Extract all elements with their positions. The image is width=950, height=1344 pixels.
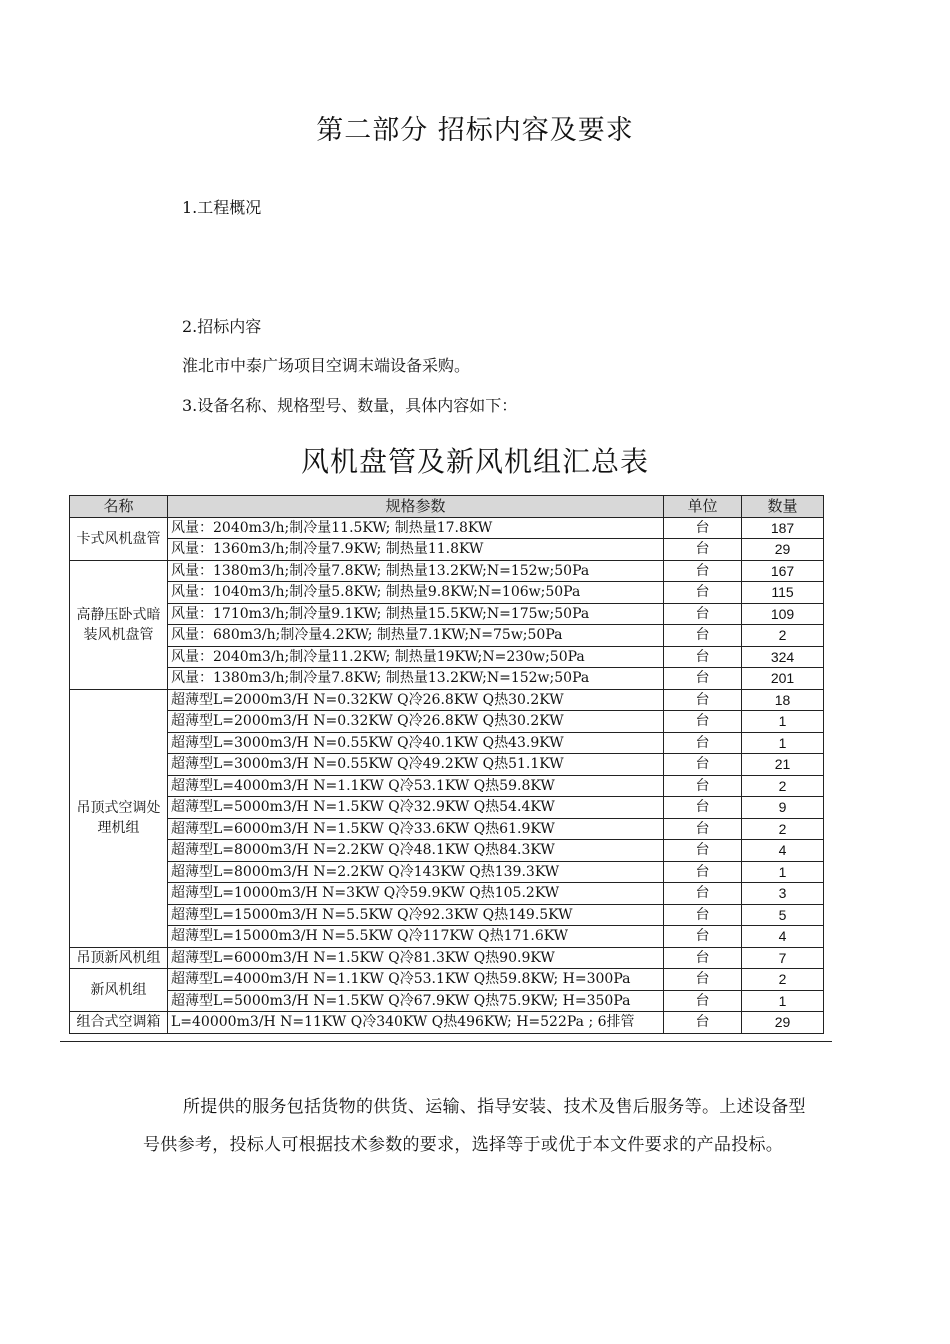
qty-cell: 115 — [742, 582, 824, 604]
spec-cell: 超薄型L=2000m3/H N=0.32KW Q冷26.8KW Q热30.2KW — [168, 711, 664, 733]
spec-cell: 超薄型L=8000m3/H N=2.2KW Q冷48.1KW Q热84.3KW — [168, 840, 664, 862]
table-row — [70, 560, 824, 582]
spec-cell: 风量：1360m3/h;制冷量7.9KW; 制热量11.8KW — [168, 539, 664, 561]
unit-cell: 台 — [664, 646, 742, 668]
table-row — [70, 1012, 824, 1034]
qty-cell: 21 — [742, 754, 824, 776]
spec-cell: 超薄型L=2000m3/H N=0.32KW Q冷26.8KW Q热30.2KW — [168, 689, 664, 711]
unit-cell: 台 — [664, 818, 742, 840]
unit-cell: 台 — [664, 625, 742, 647]
qty-cell: 2 — [742, 775, 824, 797]
table-row — [70, 754, 824, 776]
spec-cell: 超薄型L=4000m3/H N=1.1KW Q冷53.1KW Q热59.8KW; H=300Pa — [168, 969, 664, 991]
equipment-name-cell: 吊顶式空调处理机组 — [70, 689, 168, 947]
qty-cell: 5 — [742, 904, 824, 926]
spec-cell: 风量：2040m3/h;制冷量11.5KW; 制热量17.8KW — [168, 517, 664, 539]
unit-cell: 台 — [664, 990, 742, 1012]
spec-cell: 风量：2040m3/h;制冷量11.2KW; 制热量19KW;N=230w;50Pa — [168, 646, 664, 668]
unit-cell: 台 — [664, 926, 742, 948]
unit-cell: 台 — [664, 668, 742, 690]
qty-cell: 3 — [742, 883, 824, 905]
qty-cell: 4 — [742, 926, 824, 948]
table-row — [70, 926, 824, 948]
section-2-text: 淮北市中泰广场项目空调末端设备采购。 — [182, 356, 471, 375]
qty-cell: 18 — [742, 689, 824, 711]
spec-cell: 超薄型L=15000m3/H N=5.5KW Q冷92.3KW Q热149.5KW — [168, 904, 664, 926]
unit-cell: 台 — [664, 775, 742, 797]
table-row — [70, 603, 824, 625]
spec-cell: 超薄型L=5000m3/H N=1.5KW Q冷67.9KW Q热75.9KW; H=350Pa — [168, 990, 664, 1012]
table-row — [70, 861, 824, 883]
unit-cell: 台 — [664, 582, 742, 604]
unit-cell: 台 — [664, 1012, 742, 1034]
section-3-heading: 3.设备名称、规格型号、数量，具体内容如下： — [182, 396, 518, 415]
table-row — [70, 969, 824, 991]
spec-cell: 风量：1380m3/h;制冷量7.8KW; 制热量13.2KW;N=152w;50Pa — [168, 560, 664, 582]
qty-cell: 109 — [742, 603, 824, 625]
unit-cell: 台 — [664, 947, 742, 969]
unit-cell: 台 — [664, 797, 742, 819]
equipment-name-cell: 卡式风机盘管 — [70, 517, 168, 560]
spec-cell: 超薄型L=6000m3/H N=1.5KW Q冷81.3KW Q热90.9KW — [168, 947, 664, 969]
equipment-table — [69, 495, 824, 1034]
table-body — [70, 517, 824, 1033]
qty-cell: 201 — [742, 668, 824, 690]
qty-cell: 167 — [742, 560, 824, 582]
qty-cell: 187 — [742, 517, 824, 539]
unit-cell: 台 — [664, 883, 742, 905]
equipment-name-cell: 高静压卧式暗装风机盘管 — [70, 560, 168, 689]
table-header-row — [70, 496, 824, 518]
table-row — [70, 689, 824, 711]
qty-cell: 2 — [742, 625, 824, 647]
unit-cell: 台 — [664, 603, 742, 625]
spec-cell: 超薄型L=4000m3/H N=1.1KW Q冷53.1KW Q热59.8KW — [168, 775, 664, 797]
spec-cell: L=40000m3/H N=11KW Q冷340KW Q热496KW; H=522Pa ; 6排管 — [168, 1012, 664, 1034]
spec-cell: 超薄型L=5000m3/H N=1.5KW Q冷32.9KW Q热54.4KW — [168, 797, 664, 819]
unit-cell: 台 — [664, 711, 742, 733]
table-row — [70, 539, 824, 561]
table-row — [70, 990, 824, 1012]
qty-cell: 29 — [742, 1012, 824, 1034]
spec-cell: 风量：1710m3/h;制冷量9.1KW; 制热量15.5KW;N=175w;50Pa — [168, 603, 664, 625]
header-unit: 单位 — [664, 496, 742, 518]
header-spec: 规格参数 — [168, 496, 664, 518]
equipment-name-cell: 吊顶新风机组 — [70, 947, 168, 969]
spec-cell: 超薄型L=3000m3/H N=0.55KW Q冷49.2KW Q热51.1KW — [168, 754, 664, 776]
spec-cell: 超薄型L=8000m3/H N=2.2KW Q冷143KW Q热139.3KW — [168, 861, 664, 883]
table-row — [70, 797, 824, 819]
equipment-name-cell: 新风机组 — [70, 969, 168, 1012]
unit-cell: 台 — [664, 732, 742, 754]
table-bottom-rule — [60, 1041, 832, 1042]
qty-cell: 1 — [742, 990, 824, 1012]
qty-cell: 1 — [742, 711, 824, 733]
unit-cell: 台 — [664, 969, 742, 991]
table-row — [70, 904, 824, 926]
table-row — [70, 947, 824, 969]
table-row — [70, 883, 824, 905]
unit-cell: 台 — [664, 754, 742, 776]
unit-cell: 台 — [664, 560, 742, 582]
table-row — [70, 840, 824, 862]
unit-cell: 台 — [664, 539, 742, 561]
table-row — [70, 818, 824, 840]
table-row — [70, 646, 824, 668]
qty-cell: 1 — [742, 732, 824, 754]
qty-cell: 2 — [742, 818, 824, 840]
section-1-heading: 1.工程概况 — [182, 198, 262, 217]
unit-cell: 台 — [664, 904, 742, 926]
qty-cell: 4 — [742, 840, 824, 862]
section-2-heading: 2.招标内容 — [182, 317, 262, 336]
qty-cell: 2 — [742, 969, 824, 991]
table-title: 风机盘管及新风机组汇总表 — [300, 445, 649, 478]
spec-cell: 风量：680m3/h;制冷量4.2KW; 制热量7.1KW;N=75w;50Pa — [168, 625, 664, 647]
unit-cell: 台 — [664, 861, 742, 883]
page-title: 第二部分 招标内容及要求 — [316, 115, 634, 146]
spec-cell: 超薄型L=10000m3/H N=3KW Q冷59.9KW Q热105.2KW — [168, 883, 664, 905]
spec-cell: 风量：1380m3/h;制冷量7.8KW; 制热量13.2KW;N=152w;50Pa — [168, 668, 664, 690]
header-name: 名称 — [70, 496, 168, 518]
qty-cell: 7 — [742, 947, 824, 969]
table-row — [70, 582, 824, 604]
table-row — [70, 517, 824, 539]
qty-cell: 324 — [742, 646, 824, 668]
table-row — [70, 711, 824, 733]
qty-cell: 29 — [742, 539, 824, 561]
spec-cell: 风量：1040m3/h;制冷量5.8KW; 制热量9.8KW;N=106w;50Pa — [168, 582, 664, 604]
table-row — [70, 625, 824, 647]
unit-cell: 台 — [664, 840, 742, 862]
spec-cell: 超薄型L=15000m3/H N=5.5KW Q冷117KW Q热171.6KW — [168, 926, 664, 948]
qty-cell: 1 — [742, 861, 824, 883]
unit-cell: 台 — [664, 517, 742, 539]
closing-paragraph: 所提供的服务包括货物的供货、运输、指导安装、技术及售后服务等。上述设备型号供参考，投标人可根据技术参数的要求，选择等于或优于本文件要求的产品投标。 — [143, 1097, 806, 1155]
table-row — [70, 732, 824, 754]
table-row — [70, 775, 824, 797]
qty-cell: 9 — [742, 797, 824, 819]
header-qty: 数量 — [742, 496, 824, 518]
spec-cell: 超薄型L=3000m3/H N=0.55KW Q冷40.1KW Q热43.9KW — [168, 732, 664, 754]
equipment-name-cell: 组合式空调箱 — [70, 1012, 168, 1034]
spec-cell: 超薄型L=6000m3/H N=1.5KW Q冷33.6KW Q热61.9KW — [168, 818, 664, 840]
unit-cell: 台 — [664, 689, 742, 711]
table-row — [70, 668, 824, 690]
